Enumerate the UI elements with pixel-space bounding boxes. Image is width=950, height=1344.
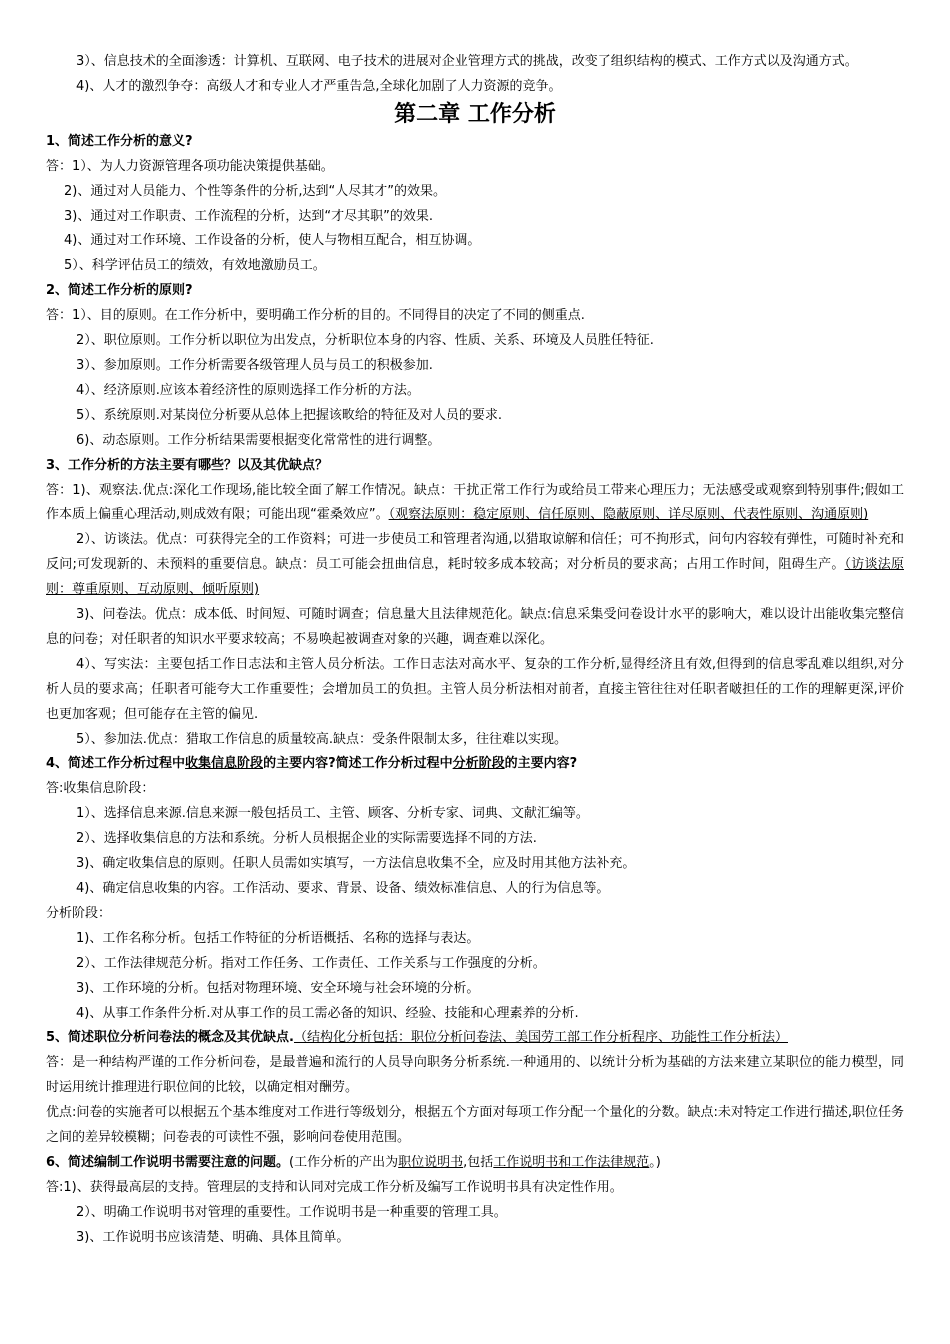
q4-analysis-heading: 分析阶段：	[46, 905, 112, 921]
q4-analysis-4: 4)、从事工作条件分析.对从事工作的员工需必备的知识、经验、技能和心理素养的分析.	[76, 1005, 579, 1021]
q6-note-job-spec: 工作说明书和工作法律规范	[493, 1154, 650, 1170]
question-2-title: 2、简述工作分析的原则?	[46, 283, 193, 299]
q4-collect-1: 1）、选择信息来源.信息来源一般包括员工、主管、顾客、分析专家、词典、文献汇编等。	[76, 806, 589, 822]
question-4-title	[46, 752, 904, 777]
q2-answer-6: 6)、动态原则。工作分析结果需要根据变化常常性的进行调整。	[76, 432, 441, 448]
q3-answer-observation	[46, 479, 904, 529]
q2-answer-1: 答：1）、目的原则。在工作分析中，要明确工作分析的目的。不同得目的决定了不同的侧重点.	[46, 308, 585, 324]
q3-observation-text: 答：1)、观察法.优点:深化工作现场,能比较全面了解工作情况。缺点：干扰正常工作行为或给员工带来心理压力；无法感受或观察到特别事件;假如工作本质上偏重心理活动,则成效有限；可能出现“霍桑效应”。	[46, 482, 904, 523]
q4-collect-heading: 答:收集信息阶段：	[46, 781, 155, 797]
q5-answer-1: 答：是一种结构严谨的工作分析问卷，是最普遍和流行的人员导向职务分析系统.一种通用的、以统计分析为基础的方法来建立某职位的能力模型，同时运用统计推理进行职位间的比较，以确定相对酬劳。	[46, 1055, 904, 1096]
q3-observation-principles: （观察法原则：稳定原则、信任原则、隐蔽原则、详尽原则、代表性原则、沟通原则)	[388, 507, 869, 523]
q3-answer-participation: 5）、参加法.优点：猎取工作信息的质量较高.缺点：受条件限制太多，往往难以实现。	[76, 731, 568, 747]
q1-answer-3: 3)、通过对工作职责、工作流程的分析，达到“才尽其职”的效果.	[64, 208, 433, 224]
q3-interview-principles: （访谈法原则：尊重原则、互动原则、倾听原则)	[46, 557, 904, 598]
question-3-title: 3、工作分析的方法主要有哪些？以及其优缺点？	[46, 457, 329, 473]
q6-answer-1: 答:1)、获得最高层的支持。管理层的支持和认同对完成工作分析及编写工作说明书具有决定性作用。	[46, 1179, 623, 1195]
q1-answer-5: 5）、科学评估员工的绩效，有效地激励员工。	[64, 258, 326, 274]
q4-title-part-1: 4、简述工作分析过程中	[46, 756, 186, 772]
q6-title-text: 6、简述编制工作说明书需要注意的问题。	[46, 1154, 290, 1170]
q3-answer-writing: 4）、写实法：主要包括工作日志法和主管人员分析法。工作日志法对高水平、复杂的工作分析,显得经济且有效,但得到的信息零乱难以组织,对分析人员的要求高；任职者可能夸大工作重要性；会增加员工的负担。主管人员分析法相对前者，直接主管往往对任职者啵担任的工作的理解更深,评价也更加客观；但可能存在主管的偏见.	[46, 656, 904, 722]
question-6-title	[46, 1151, 904, 1176]
q4-analysis-2: 2）、工作法律规范分析。指对工作任务、工作责任、工作关系与工作强度的分析。	[76, 955, 546, 971]
q5-title-text: 5、简述职位分析问卷法的概念及其优缺点.	[46, 1030, 294, 1046]
q3-answer-interview	[46, 528, 904, 603]
q1-answer-2: 2)、通过对人员能力、个性等条件的分析,达到“人尽其才”的效果。	[64, 183, 446, 199]
q4-title-analysis-stage: 分析阶段	[452, 756, 505, 772]
question-1-title: 1、简述工作分析的意义?	[46, 133, 193, 149]
q4-collect-2: 2）、选择收集信息的方法和系统。分析人员根据企业的实际需要选择不同的方法.	[76, 831, 537, 847]
q5-title-note: （结构化分析包括：职位分析问卷法、美国劳工部工作分析程序、功能性工作分析法）	[293, 1030, 788, 1046]
q1-answer-4: 4)、通过对工作环境、工作设备的分析，使人与物相互配合，相互协调。	[64, 233, 481, 249]
intro-paragraph-4: 4)、人才的激烈争夺：高级人才和专业人才严重告急,全球化加剧了人力资源的竞争。	[76, 78, 562, 94]
q6-note-position-description: 职位说明书	[398, 1154, 464, 1170]
q4-title-collect-stage: 收集信息阶段	[185, 756, 264, 772]
q2-answer-3: 3）、参加原则。工作分析需要各级管理人员与员工的积极参加.	[76, 357, 433, 373]
q2-answer-2: 2）、职位原则。工作分析以职位为出发点，分析职位本身的内容、性质、关系、环境及人员胜任特征.	[76, 333, 654, 349]
intro-paragraph-3: 3）、信息技术的全面渗透：计算机、互联网、电子技术的进展对企业管理方式的挑战，改变了组织结构的模式、工作方式以及沟通方式。	[76, 54, 858, 69]
q4-title-part-2: 的主要内容?简述工作分析过程中	[263, 756, 453, 772]
q4-collect-3: 3)、确定收集信息的原则。任职人员需如实填写，一方法信息收集不全，应及时用其他方法补充。	[76, 856, 636, 872]
chapter-title: 第二章 工作分析	[394, 101, 556, 127]
q5-answer-2: 优点:问卷的实施者可以根据五个基本维度对工作进行等级划分，根据五个方面对每项工作分配一个量化的分数。缺点:未对特定工作进行描述,职位任务之间的差异较模糊；问卷表的可读性不强，影响问卷使用范围。	[46, 1105, 904, 1146]
q4-analysis-3: 3)、工作环境的分析。包括对物理环境、安全环境与社会环境的分析。	[76, 980, 480, 996]
q3-interview-text: 2）、访谈法。优点：可获得完全的工作资料；可进一步使员工和管理者沟通,以猎取谅解和信任；可不拘形式，问句内容较有弹性，可随时补充和反问;可发现新的、未预料的重要信息。缺点：员工可能会扭曲信息，耗时较多成本较高；对分析员的要求高；占用工作时间，阻碍生产。	[46, 532, 904, 573]
q2-answer-5: 5）、系统原则.对某岗位分析要从总体上把握该畋给的特征及对人员的要求.	[76, 407, 503, 423]
q6-note-part-2: ,包括	[463, 1154, 494, 1170]
q2-answer-4: 4）、经济原则.应该本着经济性的原则选择工作分析的方法。	[76, 382, 420, 398]
q6-answer-3: 3)、工作说明书应该清楚、明确、具体且简单。	[76, 1229, 350, 1245]
question-5-title	[46, 1026, 904, 1051]
q4-analysis-1: 1)、工作名称分析。包括工作特征的分析语概括、名称的选择与表达。	[76, 930, 480, 946]
q4-title-part-3: 的主要内容?	[504, 756, 578, 772]
q3-answer-questionnaire: 3)、问卷法。优点：成本低、时间短、可随时调查；信息量大且法律规范化。缺点:信息采集受问卷设计水平的影响大，难以设计出能收集完整信息的问卷；对任职者的知识水平要求较高；不易唤起被调查对象的兴趣，调查难以深化。	[46, 607, 904, 647]
q1-answer-1: 答：1）、为人力资源管理各项功能决策提供基础。	[46, 158, 334, 174]
q6-note-part-1: (工作分析的产出为	[289, 1154, 399, 1170]
q4-collect-4: 4)、确定信息收集的内容。工作活动、要求、背景、设备、绩效标准信息、人的行为信息等。	[76, 881, 610, 896]
q6-note-part-3: 。)	[649, 1154, 661, 1170]
q6-answer-2: 2）、明确工作说明书对管理的重要性。工作说明书是一种重要的管理工具。	[76, 1204, 507, 1220]
